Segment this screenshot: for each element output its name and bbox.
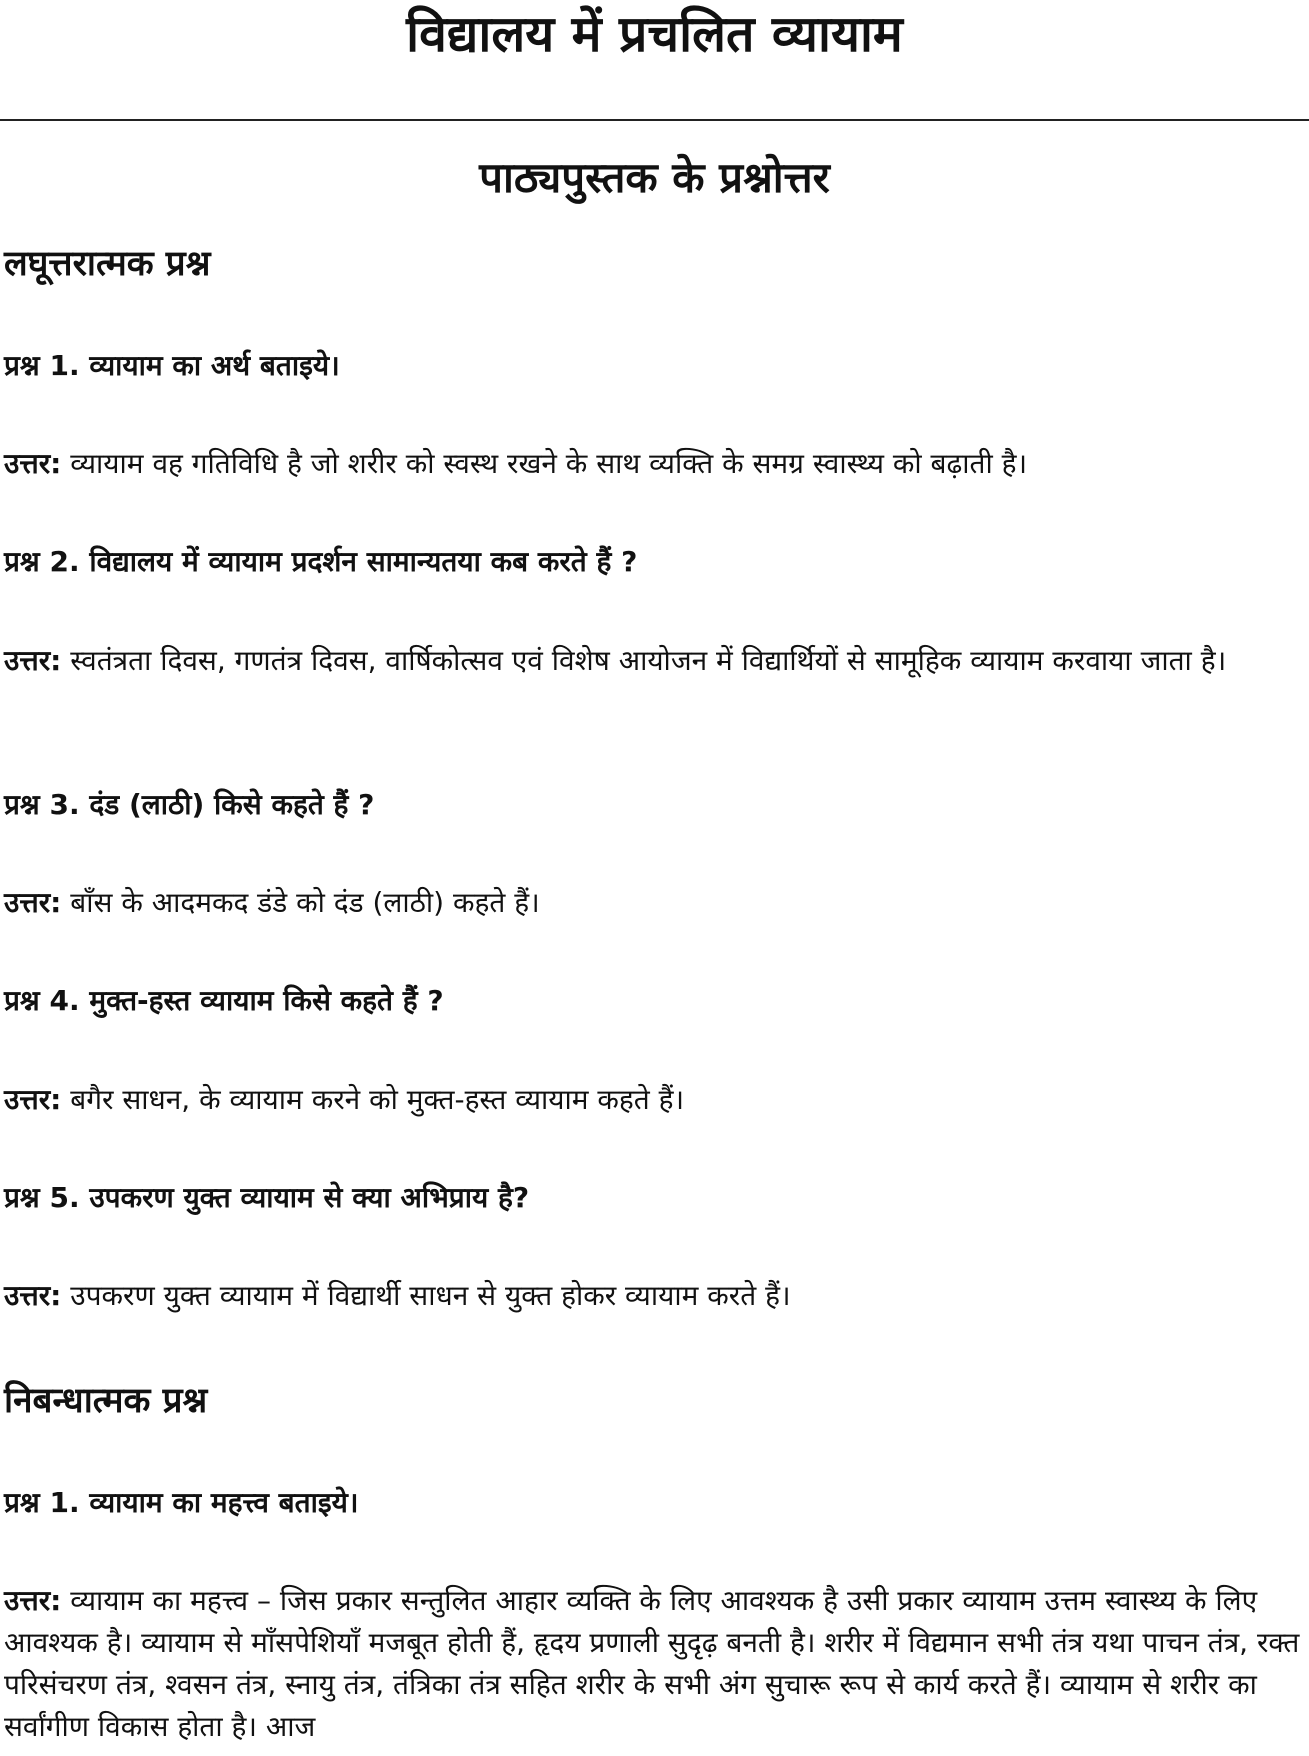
- page-subtitle: पाठ्यपुस्तक के प्रश्नोत्तर: [479, 153, 830, 202]
- answer-label: उत्तर:: [4, 447, 62, 480]
- question-4: प्रश्न 4. मुक्त-हस्त व्यायाम किसे कहते हैं ?: [4, 984, 444, 1017]
- question-2: प्रश्न 2. विद्यालय में व्यायाम प्रदर्शन सामान्यतया कब करते हैं ?: [4, 545, 638, 578]
- page-title: विद्यालय में प्रचलित व्यायाम: [406, 5, 903, 63]
- answer-3: [4, 883, 1300, 923]
- answer-5: [4, 1276, 1300, 1316]
- essay-answer-1: [4, 1580, 1300, 1748]
- answer-text: व्यायाम का महत्त्व – जिस प्रकार सन्तुलित आहार व्यक्ति के लिए आवश्यक है उसी प्रकार व्यायाम उत्तम स्वास्थ्य के लिए आवश्यक है। व्यायाम से माँसपेशियाँ मजबूत होती हैं, हृदय प्रणाली सुदृढ़ बनती है। शरीर में विद्यमान सभी तंत्र यथा पाचन तंत्र, रक्त परिसंचरण तंत्र, श्वसन तंत्र, स्नायु तंत्र, तंत्रिका तंत्र सहित शरीर के सभी अंग सुचारू रूप से कार्य करते हैं। व्यायाम से शरीर का सर्वांगीण विकास होता है। आज: [4, 1584, 1300, 1743]
- answer-text: स्वतंत्रता दिवस, गणतंत्र दिवस, वार्षिकोत्सव एवं विशेष आयोजन में विद्यार्थियों से सामूहिक व्यायाम करवाया जाता है।: [61, 644, 1227, 677]
- answer-label: उत्तर:: [4, 1083, 62, 1116]
- short-questions-heading: लघूत्तरात्मक प्रश्न: [4, 244, 211, 284]
- question-3: प्रश्न 3. दंड (लाठी) किसे कहते हैं ?: [4, 788, 375, 821]
- answer-text: व्यायाम वह गतिविधि है जो शरीर को स्वस्थ रखने के साथ व्यक्ति के समग्र स्वास्थ्य को बढ़ाती है।: [61, 447, 1028, 480]
- answer-label: उत्तर:: [4, 1279, 62, 1312]
- answer-text: बगैर साधन, के व्यायाम करने को मुक्त-हस्त व्यायाम कहते हैं।: [61, 1083, 685, 1116]
- answer-label: उत्तर:: [4, 886, 62, 919]
- question-1: प्रश्न 1. व्यायाम का अर्थ बताइये।: [4, 349, 340, 382]
- answer-1: [4, 444, 1300, 484]
- title-divider: [0, 119, 1309, 121]
- essay-question-1: प्रश्न 1. व्यायाम का महत्त्व बताइये।: [4, 1486, 359, 1519]
- answer-label: उत्तर:: [4, 1584, 62, 1617]
- essay-questions-heading: निबन्धात्मक प्रश्न: [4, 1381, 208, 1421]
- question-5: प्रश्न 5. उपकरण युक्त व्यायाम से क्या अभिप्राय है?: [4, 1181, 530, 1214]
- answer-text: बाँस के आदमकद डंडे को दंड (लाठी) कहते हैं।: [61, 886, 540, 919]
- answer-text: उपकरण युक्त व्यायाम में विद्यार्थी साधन से युक्त होकर व्यायाम करते हैं।: [61, 1279, 791, 1312]
- answer-2: [4, 641, 1300, 681]
- answer-label: उत्तर:: [4, 644, 62, 677]
- answer-4: [4, 1080, 1300, 1120]
